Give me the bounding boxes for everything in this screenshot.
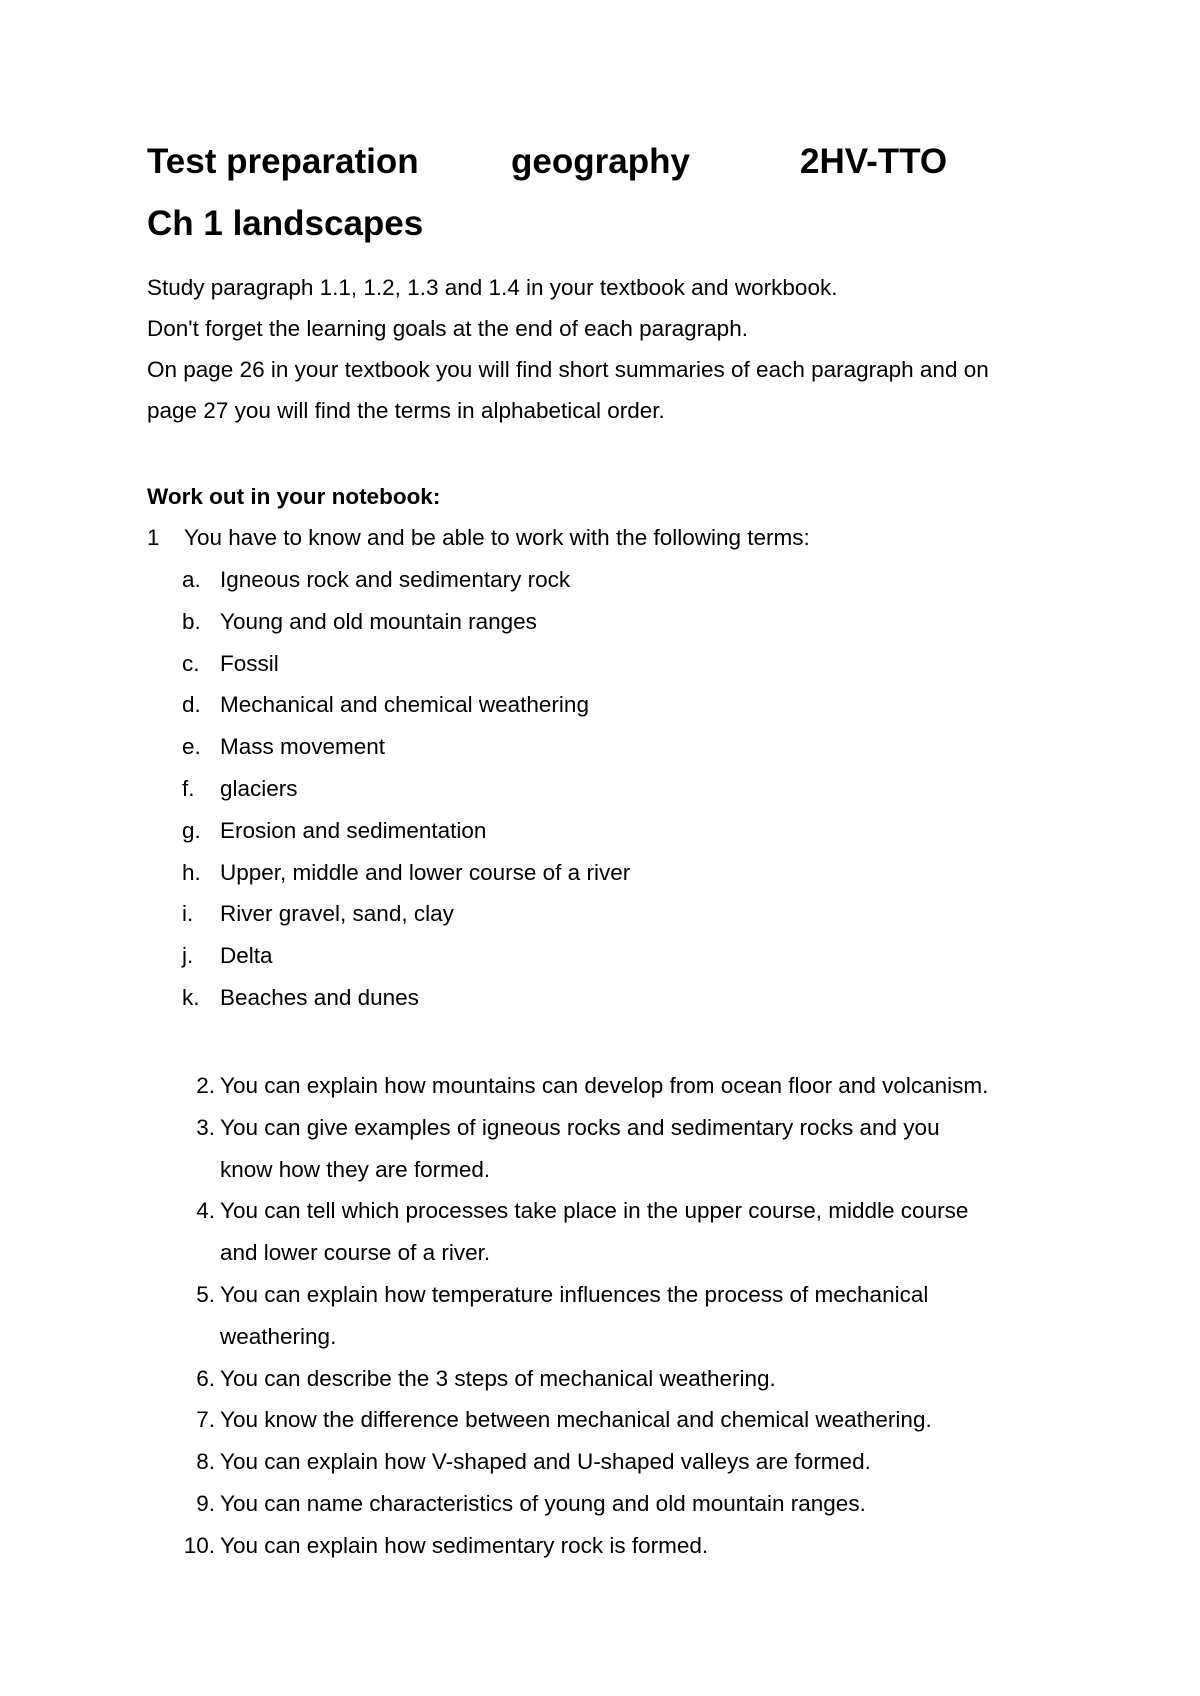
goal-text: You can explain how V-shaped and U-shaped valleys are formed. [220,1449,871,1474]
intro-line-1: Study paragraph 1.1, 1.2, 1.3 and 1.4 in your textbook and workbook. [147,275,838,300]
goal-number: 10. [183,1533,215,1558]
term-letter: d. [182,692,201,717]
goal-number: 8. [196,1449,215,1474]
term-letter: h. [182,860,201,885]
term-text: Mass movement [220,734,386,759]
goal-text: You can give examples of igneous rocks and sedimentary rocks and you [220,1115,940,1140]
term-letter: a. [182,567,201,592]
term-text: Erosion and sedimentation [220,818,487,843]
goal-number: 3. [196,1115,215,1140]
goal-number: 5. [196,1282,215,1307]
term-letter: b. [182,609,201,634]
term-text: Beaches and dunes [220,985,419,1010]
term-letter: e. [182,734,201,759]
goal-text-continued: and lower course of a river. [220,1240,491,1265]
term-text: Upper, middle and lower course of a river [220,860,631,885]
intro-line-4: page 27 you will find the terms in alphabetical order. [147,398,665,423]
term-text: Igneous rock and sedimentary rock [220,567,571,592]
title-subject: geography [511,142,690,181]
term-text: Fossil [220,651,279,676]
work-heading: Work out in your notebook: [147,484,441,509]
goal-text: You can explain how temperature influences the process of mechanical [220,1282,929,1307]
chapter-title: Ch 1 landscapes [147,204,424,243]
goal-text: You can explain how mountains can develop from ocean floor and volcanism. [220,1073,989,1098]
term-letter: i. [182,901,194,926]
term-letter: k. [182,985,200,1010]
goal-number: 6. [196,1366,215,1391]
goal-text: You can tell which processes take place in the upper course, middle course [220,1198,969,1223]
term-text: Delta [220,943,273,968]
title-class-code: 2HV-TTO [800,142,948,181]
term-letter: c. [182,651,200,676]
intro-line-3: On page 26 in your textbook you will find short summaries of each paragraph and on [147,357,989,382]
term-text: Young and old mountain ranges [220,609,537,634]
goal-text-continued: know how they are formed. [220,1157,491,1182]
term-text: River gravel, sand, clay [220,901,454,926]
term-letter: j. [182,943,194,968]
term-text: glaciers [220,776,298,801]
goal-text-continued: weathering. [220,1324,337,1349]
goal-number: 7. [196,1407,215,1432]
title-test-preparation: Test preparation [147,142,419,181]
item-1-number: 1 [147,525,160,550]
term-text: Mechanical and chemical weathering [220,692,589,717]
term-letter: f. [182,776,195,801]
intro-line-2: Don't forget the learning goals at the end of each paragraph. [147,316,748,341]
term-letter: g. [182,818,201,843]
goal-text: You know the difference between mechanical and chemical weathering. [220,1407,932,1432]
goal-text: You can name characteristics of young and old mountain ranges. [220,1491,866,1516]
goal-number: 9. [196,1491,215,1516]
goal-text: You can describe the 3 steps of mechanical weathering. [220,1366,776,1391]
item-1-text: You have to know and be able to work with the following terms: [184,525,810,550]
goal-text: You can explain how sedimentary rock is formed. [220,1533,709,1558]
goal-number: 2. [196,1073,215,1098]
goal-number: 4. [196,1198,215,1223]
